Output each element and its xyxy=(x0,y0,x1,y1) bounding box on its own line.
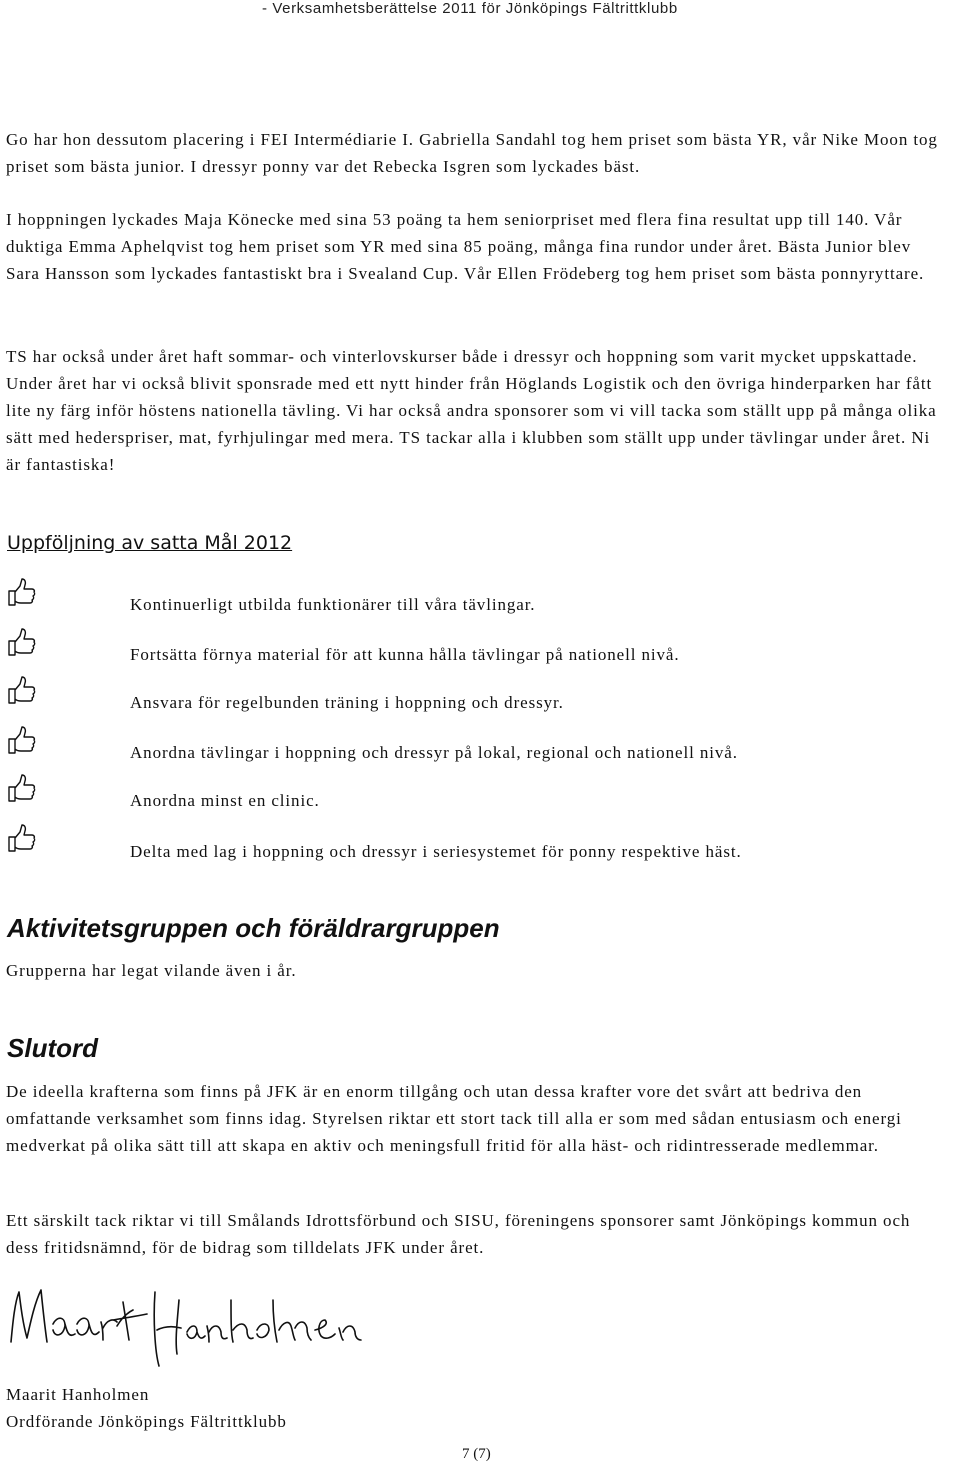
paragraph-dressage-results: Go har hon dessutom placering i FEI Intermédiarie I. Gabriella Sandahl tog hem priset som bästa YR, vår Nike Moon tog priset som bästa junior. I dressyr ponny var det Rebecka Isgren som lyckades bäst. xyxy=(6,130,938,176)
page-header: - Verksamhetsberättelse 2011 för Jönköpings Fältrittklubb xyxy=(262,0,678,17)
thumbs-up-icon xyxy=(6,628,36,658)
goal-item: Anordna minst en clinic. xyxy=(130,791,320,810)
activity-heading: Aktivitetsgruppen och föräldrargruppen xyxy=(7,913,500,943)
thumbs-up-icon xyxy=(6,726,36,756)
signatory-name: Maarit Hanholmen xyxy=(6,1385,150,1404)
paragraph-courses-sponsors: TS har också under året haft sommar- och vinterlovskurser både i dressyr och hoppning som varit mycket uppskattade. Under året har vi också blivit sponsrade med ett nytt hinder från Höglands Logistik och den övriga hinderparken har fått lite ny färg inför höstens nationella tävling. Vi har också andra sponsorer som vi vill tacka som ställt upp på många olika sätt med hederspriser, mat, fyrhjulingar med mera. TS tackar alla i klubben som ställt upp under tävlingar under året. Ni är fantastiska! xyxy=(6,347,937,474)
thumbs-up-icon xyxy=(6,824,36,854)
activity-text: Grupperna har legat vilande även i år. xyxy=(6,961,297,980)
signatory-role: Ordförande Jönköpings Fältrittklubb xyxy=(6,1412,287,1431)
thumbs-up-icon xyxy=(6,676,36,706)
goal-item: Fortsätta förnya material för att kunna hålla tävlingar på nationell nivå. xyxy=(130,645,680,664)
thumbs-up-icon xyxy=(6,578,36,608)
thumbs-up-icon xyxy=(6,774,36,804)
paragraph-jumping-results: I hoppningen lyckades Maja Könecke med sina 53 poäng ta hem seniorpriset med flera fina resultat upp till 140. Vår duktiga Emma Aphelqvist tog hem priset som YR med sina 85 poäng, många fina rundor under året. Bästa Junior blev Sara Hansson som lyckades fantastiskt bra i Svealand Cup. Vår Ellen Frödeberg tog hem priset som bästa ponnyryttare. xyxy=(6,210,925,283)
closing-thanks-paragraph: Ett särskilt tack riktar vi till Smålands Idrottsförbund och SISU, föreningens sponsorer samt Jönköpings kommun och dess fritidsnämnd, för de bidrag som tilldelats JFK under året. xyxy=(6,1211,911,1257)
goal-item: Ansvara för regelbunden träning i hoppning och dressyr. xyxy=(130,693,564,712)
goal-item: Kontinuerligt utbilda funktionärer till våra tävlingar. xyxy=(130,595,536,614)
goal-item: Anordna tävlingar i hoppning och dressyr på lokal, regional och nationell nivå. xyxy=(130,743,738,762)
handwritten-signature xyxy=(5,1280,365,1370)
goals-heading: Uppföljning av satta Mål 2012 xyxy=(7,532,293,554)
goal-item: Delta med lag i hoppning och dressyr i seriesystemet för ponny respektive häst. xyxy=(130,842,742,861)
page-number: 7 (7) xyxy=(462,1446,491,1462)
closing-paragraph: De ideella krafterna som finns på JFK är en enorm tillgång och utan dessa krafter vore det svårt att bedriva den omfattande verksamhet som finns idag. Styrelsen riktar ett stort tack till alla er som med sådan entusiasm och energi medverkat på olika sätt till att skapa en aktiv och meningsfull fritid för alla häst- och ridintresserade medlemmar. xyxy=(6,1082,902,1155)
closing-heading: Slutord xyxy=(7,1033,98,1063)
